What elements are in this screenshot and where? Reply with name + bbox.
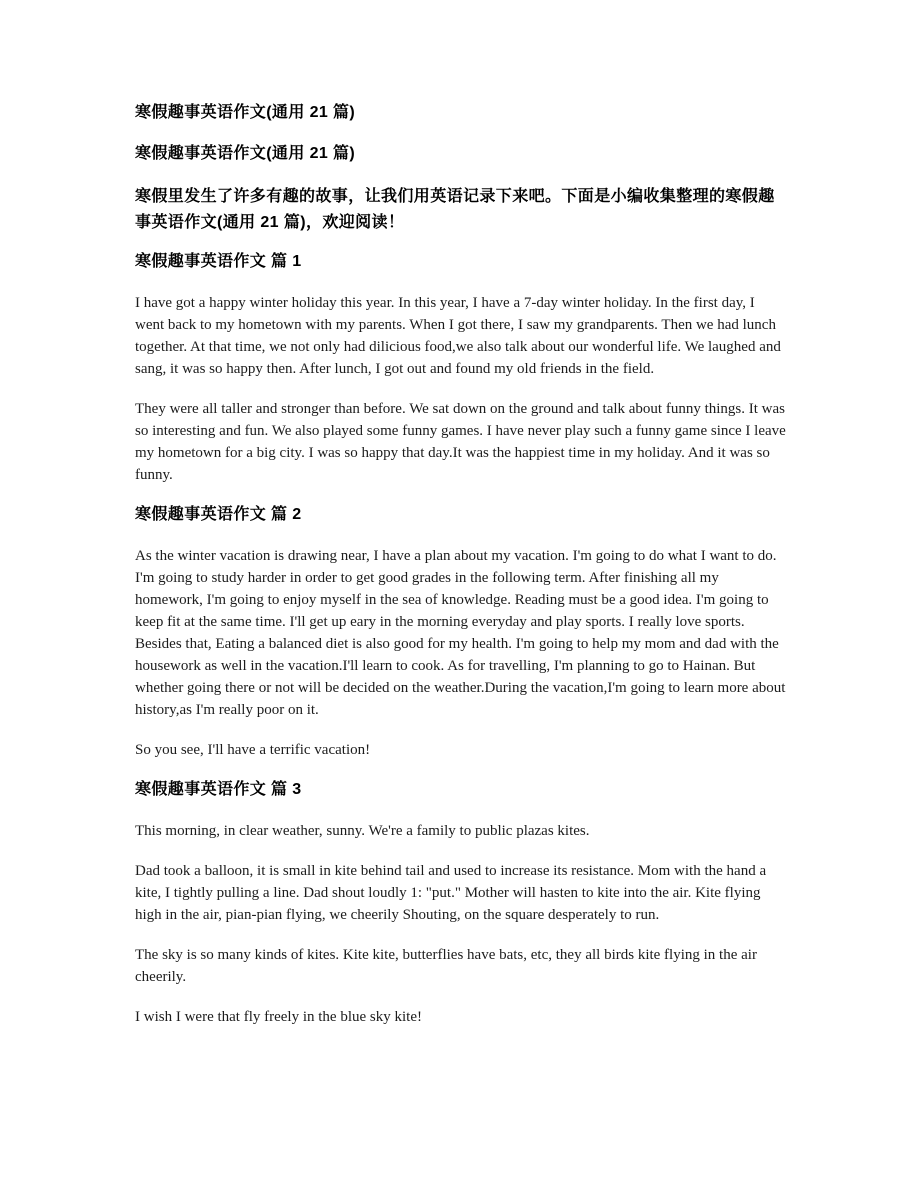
document-title-repeat: 寒假趣事英语作文(通用 21 篇) [135, 145, 356, 162]
section-1-paragraph-2: They were all taller and stronger than before. We sat down on the ground and talk about funny things. It was so interesting and fun. We also played some funny games. I have never play such a funny game since I leave my hometown for a big city. I was so happy that day.It was the happiest time in my holiday. And it was so funny. [135, 401, 786, 483]
section-3-paragraph-1: This morning, in clear weather, sunny. We're a family to public plazas kites. [135, 823, 590, 839]
section-3-heading: 寒假趣事英语作文 篇 3 [135, 781, 302, 798]
essay-section-3 [135, 779, 786, 1028]
section-3-paragraph-2: Dad took a balloon, it is small in kite behind tail and used to increase its resistance. Mom with the hand a kite, I tightly pulling a line. Dad shout loudly 1: "put." Mother will hasten to kite into the air. Kite flying high in the air, pian-pian flying, we cheerily Shouting, on the square desperately to run. [135, 863, 767, 923]
section-2-heading: 寒假趣事英语作文 篇 2 [135, 506, 302, 523]
intro-paragraph: 寒假里发生了许多有趣的故事，让我们用英语记录下来吧。下面是小编收集整理的寒假趣事英语作文(通用 21 篇)，欢迎阅读！ [135, 188, 775, 231]
essay-section-1 [135, 251, 786, 486]
section-3-paragraph-3: The sky is so many kinds of kites. Kite kite, butterflies have bats, etc, they all birds kite flying in the air cheerily. [135, 947, 757, 985]
document-title: 寒假趣事英语作文(通用 21 篇) [135, 104, 356, 121]
section-2-paragraph-2: So you see, I'll have a terrific vacation! [135, 742, 371, 758]
section-2-paragraph-1: As the winter vacation is drawing near, I have a plan about my vacation. I'm going to do what I want to do. I'm going to study harder in order to get good grades in the following term. After finishing all my homework, I'm going to enjoy myself in the sea of knowledge. Reading must be a good idea. I'm going to keep fit at the same time. I'll get up eary in the morning everyday and play sports. I really love sports. Besides that, Eating a balanced diet is also good for my health. I'm going to help my mom and dad with the housework as well in the vacation.I'll learn to cook. As for travelling, I'm planning to go to Hainan. But whether going there or not will be decided on the weather.During the vacation,I'm going to learn more about history,as I'm really poor on it. [135, 548, 786, 718]
essay-section-2 [135, 504, 786, 761]
section-1-heading: 寒假趣事英语作文 篇 1 [135, 253, 302, 270]
section-1-paragraph-1: I have got a happy winter holiday this year. In this year, I have a 7-day winter holiday. In the first day, I went back to my hometown with my parents. When I got there, I saw my grandparents. Then we had lunch together. At that time, we not only had dilicious food,we also talk about our wonderful life. We laughed and sang, it was so happy then. After lunch, I got out and found my old friends in the field. [135, 295, 781, 377]
section-3-paragraph-4: I wish I were that fly freely in the blue sky kite! [135, 1009, 422, 1025]
